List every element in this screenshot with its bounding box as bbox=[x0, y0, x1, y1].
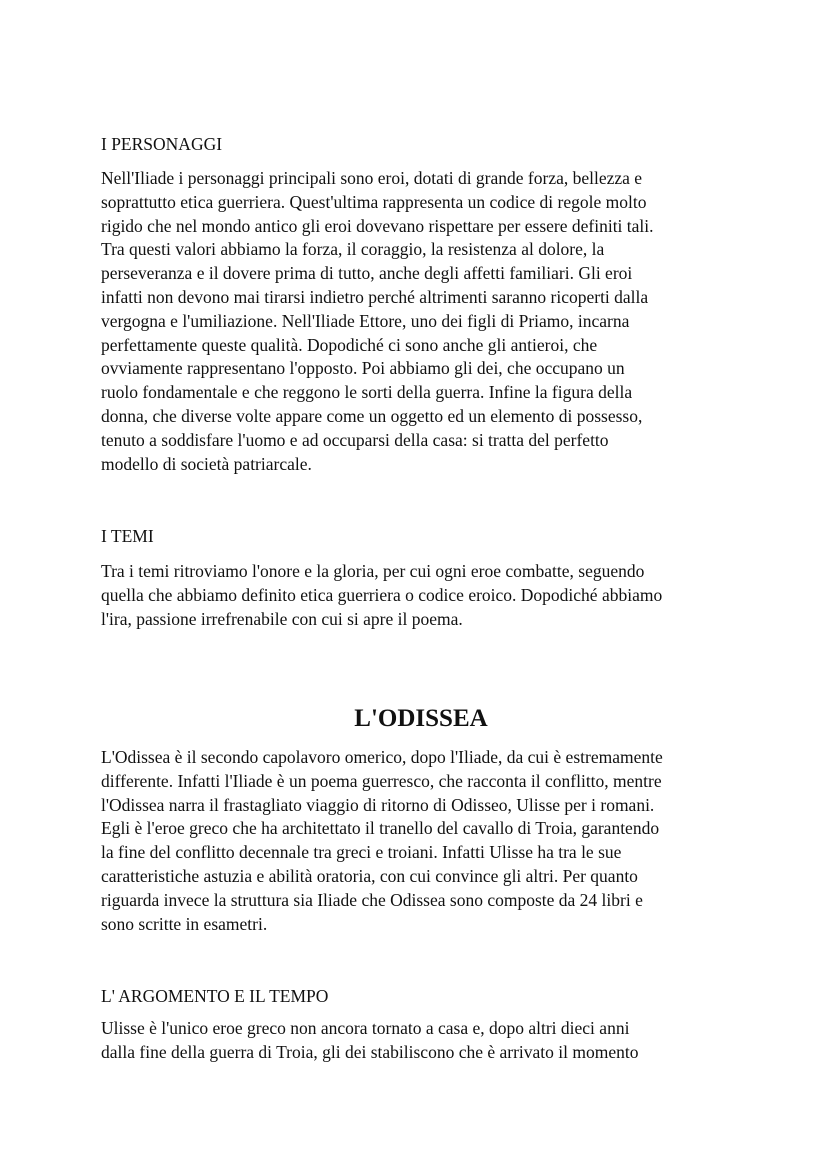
paragraph-line: ovviamente rappresentano l'opposto. Poi abbiamo gli dei, che occupano un bbox=[101, 358, 625, 379]
paragraph-line: Ulisse è l'unico eroe greco non ancora tornato a casa e, dopo altri dieci anni bbox=[101, 1018, 630, 1038]
paragraph-line: perseveranza e il dovere prima di tutto, anche degli affetti familiari. Gli eroi bbox=[101, 263, 633, 284]
paragraph-line: dalla fine della guerra di Troia, gli dei stabiliscono che è arrivato il momento bbox=[101, 1041, 639, 1062]
heading-argomento: L' ARGOMENTO E IL TEMPO bbox=[101, 986, 329, 1006]
paragraph-line: vergogna e l'umiliazione. Nell'Iliade Ettore, uno dei figli di Priamo, incarna bbox=[101, 310, 630, 331]
paragraph-odissea bbox=[101, 746, 741, 936]
paragraph-line: differente. Infatti l'Iliade è un poema guerresco, che racconta il conflitto, mentre bbox=[101, 770, 662, 791]
paragraph-line: Egli è l'eroe greco che ha architettato il tranello del cavallo di Troia, garantendo bbox=[101, 818, 660, 839]
paragraph-line: ruolo fondamentale e che reggono le sorti della guerra. Infine la figura della bbox=[101, 382, 633, 403]
paragraph-line: riguarda invece la struttura sia Iliade che Odissea sono composte da 24 libri e bbox=[101, 889, 643, 910]
paragraph-line: donna, che diverse volte appare come un oggetto ed un elemento di possesso, bbox=[101, 405, 643, 426]
paragraph-line: Tra questi valori abbiamo la forza, il coraggio, la resistenza al dolore, la bbox=[101, 239, 605, 260]
paragraph-personaggi bbox=[101, 167, 741, 476]
paragraph-line: Tra i temi ritroviamo l'onore e la gloria, per cui ogni eroe combatte, seguendo bbox=[101, 561, 645, 581]
paragraph-line: infatti non devono mai tirarsi indietro perché altrimenti saranno ricoperti dalla bbox=[101, 286, 649, 307]
paragraph-line: Nell'Iliade i personaggi principali sono eroi, dotati di grande forza, bellezza e bbox=[101, 168, 643, 188]
paragraph-line: perfettamente queste qualità. Dopodiché ci sono anche gli antieroi, che bbox=[101, 334, 598, 355]
paragraph-line: L'Odissea è il secondo capolavoro omerico, dopo l'Iliade, da cui è estremamente bbox=[101, 747, 663, 767]
paragraph-line: quella che abbiamo definito etica guerriera o codice eroico. Dopodiché abbiamo bbox=[101, 584, 663, 605]
paragraph-line: l'Odissea narra il frastagliato viaggio di ritorno di Odisseo, Ulisse per i romani. bbox=[101, 794, 655, 815]
paragraph-line: modello di società patriarcale. bbox=[101, 453, 312, 474]
paragraph-line: sono scritte in esametri. bbox=[101, 913, 268, 934]
paragraph-line: caratteristiche astuzia e abilità oratoria, con cui convince gli altri. Per quanto bbox=[101, 865, 638, 886]
paragraph-line: la fine del conflitto decennale tra greci e troiani. Infatti Ulisse ha tra le sue bbox=[101, 842, 622, 863]
paragraph-line: soprattutto etica guerriera. Quest'ultima rappresenta un codice di regole molto bbox=[101, 191, 647, 212]
heading-temi: I TEMI bbox=[101, 526, 154, 546]
paragraph-temi bbox=[101, 560, 741, 631]
title-odissea: L'ODISSEA bbox=[354, 705, 488, 732]
paragraph-line: l'ira, passione irrefrenabile con cui si apre il poema. bbox=[101, 608, 463, 629]
heading-personaggi: I PERSONAGGI bbox=[101, 134, 223, 154]
paragraph-argomento bbox=[101, 1017, 741, 1065]
paragraph-line: rigido che nel mondo antico gli eroi dovevano rispettare per essere definiti tali. bbox=[101, 215, 654, 236]
paragraph-line: tenuto a soddisfare l'uomo e ad occuparsi della casa: si tratta del perfetto bbox=[101, 429, 609, 450]
